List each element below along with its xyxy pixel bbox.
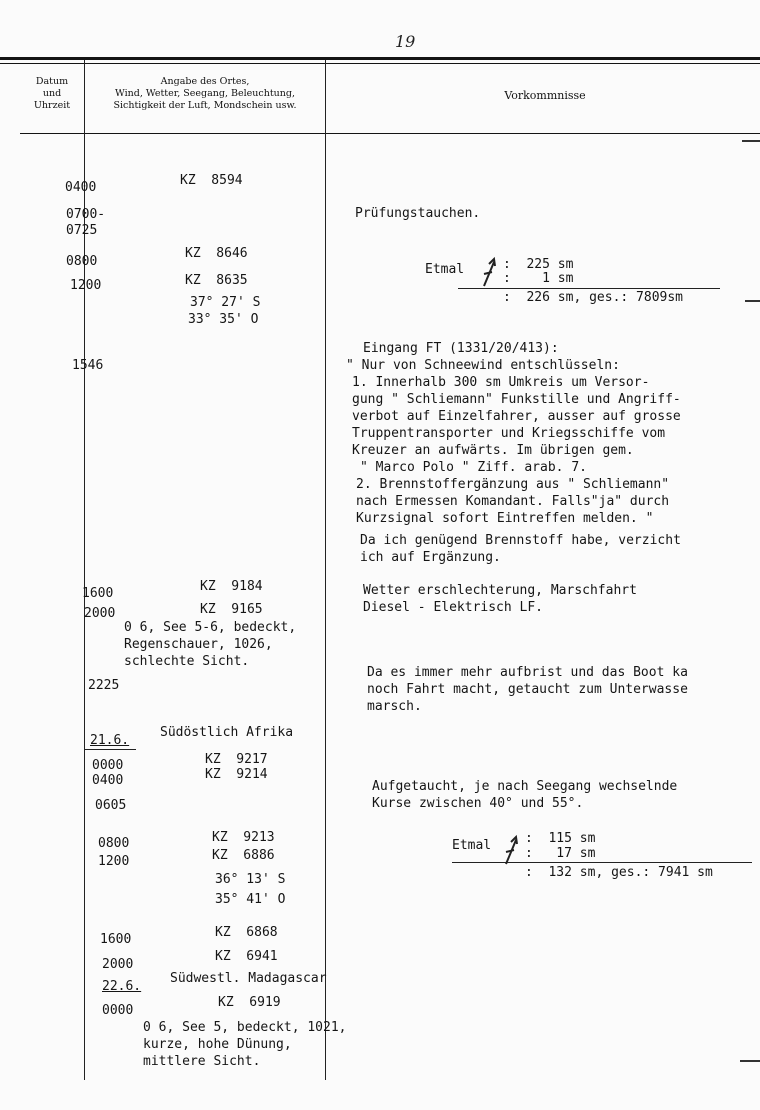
ft-line: 2. Brennstoffergänzung aus " Schliemann" <box>356 477 670 492</box>
ft-line: Kurzsignal sofort Eintreffen melden. " <box>356 511 654 526</box>
event-1600-line: Diesel - Elektrisch LF. <box>363 600 544 615</box>
weather2-line: kurze, hohe Dünung, <box>143 1037 292 1052</box>
margin-mark <box>745 300 760 302</box>
margin-mark <box>742 140 760 142</box>
time-1546: 1546 <box>72 358 104 373</box>
time-0800b: 0800 <box>98 836 130 851</box>
position-1200b: KZ 6886 <box>212 848 275 863</box>
etmal2-sum-rule <box>452 862 752 863</box>
position-0800a: KZ 8646 <box>185 246 248 261</box>
arrow-icon <box>478 254 502 290</box>
latitude-1: 37° 27' S <box>190 295 261 310</box>
position-1600a: KZ 9184 <box>200 579 263 594</box>
header-location-line: Sichtigkeit der Luft, Mondschein usw. <box>113 100 297 111</box>
header-col-location <box>88 76 322 112</box>
etmal1-distance-a: : 225 sm <box>503 257 574 272</box>
etmal1-label: Etmal <box>425 262 465 277</box>
time-0700: 0700- <box>66 207 106 222</box>
header-location-line: Angabe des Ortes, <box>160 76 250 87</box>
event-2225-line: Da es immer mehr aufbrist und das Boot ka <box>367 665 688 680</box>
position-2000b: KZ 6941 <box>215 949 278 964</box>
header-top-rule-thin <box>0 63 760 64</box>
weather1-line: 0 6, See 5-6, bedeckt, <box>124 620 297 635</box>
ft-line: " Marco Polo " Ziff. arab. 7. <box>360 460 587 475</box>
event-0700: Prüfungstauchen. <box>355 206 481 221</box>
time-0000c: 0000 <box>102 1003 134 1018</box>
time-0605: 0605 <box>95 798 127 813</box>
weather2-line: 0 6, See 5, bedeckt, 1021, <box>143 1020 347 1035</box>
ft-line: " Nur von Schneewind entschlüsseln: <box>346 358 620 373</box>
ft-reply-line: Da ich genügend Brennstoff habe, verzicht <box>360 533 681 548</box>
header-bottom-rule <box>20 133 760 134</box>
ft-line: verbot auf Einzelfahrer, ausser auf grosse <box>352 409 681 424</box>
time-2000b: 2000 <box>102 957 134 972</box>
header-date-line: und <box>42 88 62 99</box>
header-top-rule <box>0 57 760 60</box>
position-0000b: KZ 9217 <box>205 752 268 767</box>
position-0800b: KZ 9213 <box>212 830 275 845</box>
event-2225-line: noch Fahrt macht, getaucht zum Unterwasse <box>367 682 688 697</box>
etmal2-label: Etmal <box>452 838 492 853</box>
page-number: 19 <box>395 32 416 51</box>
time-2000a: 2000 <box>84 606 116 621</box>
position-2000a: KZ 9165 <box>200 602 263 617</box>
header-date-line: Uhrzeit <box>33 100 71 111</box>
time-0400b: 0400 <box>92 773 124 788</box>
time-0800a: 0800 <box>66 254 98 269</box>
time-0725: 0725 <box>66 223 98 238</box>
position-1600b: KZ 6868 <box>215 925 278 940</box>
etmal1-distance-b: : 1 sm <box>503 271 574 286</box>
time-1200b: 1200 <box>98 854 130 869</box>
location-21-6: Südöstlich Afrika <box>160 725 294 740</box>
event-0605-line: Kurse zwischen 40° und 55°. <box>372 796 584 811</box>
etmal2-distance-b: : 17 sm <box>525 846 596 861</box>
weather2-line: mittlere Sicht. <box>143 1054 261 1069</box>
time-1200a: 1200 <box>70 278 102 293</box>
time-2225: 2225 <box>88 678 120 693</box>
column-divider-2 <box>325 60 326 1080</box>
etmal2-sum: : 132 sm, ges.: 7941 sm <box>525 865 713 880</box>
longitude-1: 33° 35' O <box>188 312 259 327</box>
location-22-6: Südwestl. Madagascar <box>170 971 327 986</box>
ft-reply-line: ich auf Ergänzung. <box>360 550 501 565</box>
ft-line: Truppentransporter und Kriegsschiffe vom <box>352 426 666 441</box>
date-22-6: 22.6. <box>102 979 142 994</box>
position-0400: KZ 8594 <box>180 173 243 188</box>
ft-line: Eingang FT (1331/20/413): <box>363 341 559 356</box>
time-0000b: 0000 <box>92 758 124 773</box>
etmal1-sum: : 226 sm, ges.: 7809sm <box>503 290 684 305</box>
longitude-2: 35° 41' O <box>215 892 286 907</box>
time-0400: 0400 <box>65 180 97 195</box>
event-1600-line: Wetter erschlechterung, Marschfahrt <box>363 583 637 598</box>
etmal2-distance-a: : 115 sm <box>525 831 596 846</box>
latitude-2: 36° 13' S <box>215 872 286 887</box>
header-date-line: Datum <box>35 76 69 87</box>
event-0605-line: Aufgetaucht, je nach Seegang wechselnde <box>372 779 678 794</box>
ft-line: 1. Innerhalb 300 sm Umkreis um Versor- <box>352 375 650 390</box>
time-1600b: 1600 <box>100 932 132 947</box>
date-rule <box>84 749 136 750</box>
position-0000c: KZ 6919 <box>218 995 281 1010</box>
position-0400b: KZ 9214 <box>205 767 268 782</box>
ft-line: gung " Schliemann" Funkstille und Angriff- <box>352 392 681 407</box>
position-1200a: KZ 8635 <box>185 273 248 288</box>
header-location-line: Wind, Wetter, Seegang, Beleuchtung, <box>115 88 295 99</box>
weather1-line: schlechte Sicht. <box>124 654 250 669</box>
event-2225-line: marsch. <box>367 699 422 714</box>
ft-line: Kreuzer an aufwärts. Im übrigen gem. <box>352 443 634 458</box>
date-21-6: 21.6. <box>90 733 130 748</box>
margin-mark <box>740 1060 760 1062</box>
ft-line: nach Ermessen Komandant. Falls"ja" durch <box>356 494 670 509</box>
header-col-events: Vorkommnisse <box>504 89 586 102</box>
header-col-date <box>24 76 80 112</box>
time-1600a: 1600 <box>82 586 114 601</box>
weather1-line: Regenschauer, 1026, <box>124 637 273 652</box>
